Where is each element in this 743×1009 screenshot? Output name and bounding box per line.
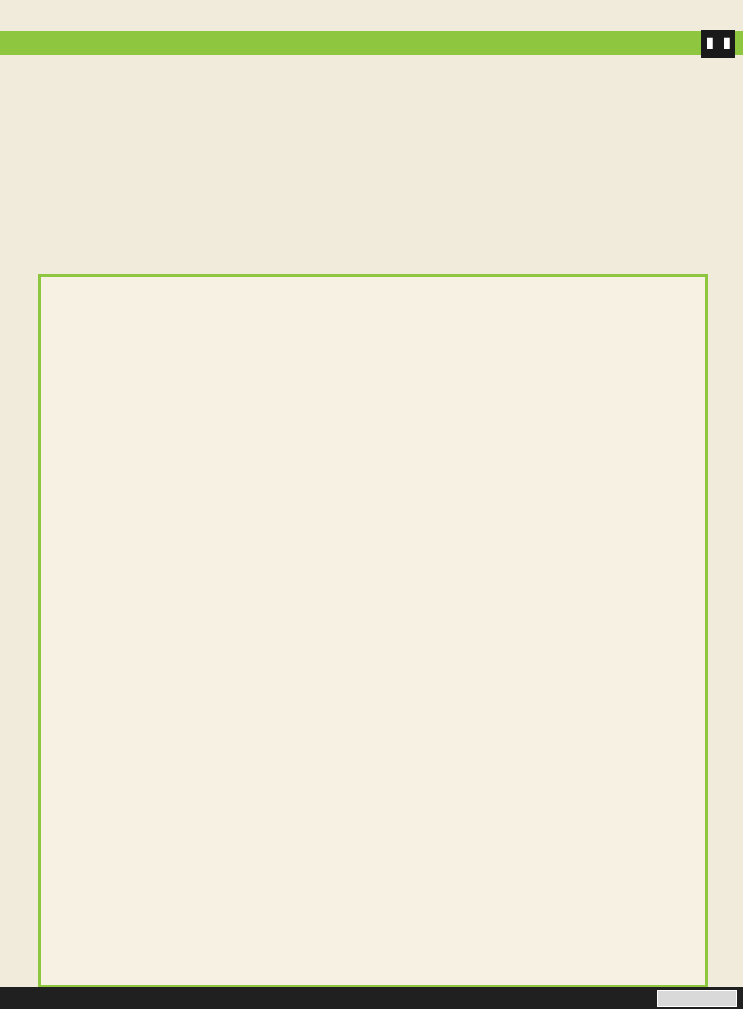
computer-icon: ▮ ▮ [701, 30, 735, 58]
license-badge [657, 990, 737, 1007]
footer-bar [0, 987, 743, 1009]
